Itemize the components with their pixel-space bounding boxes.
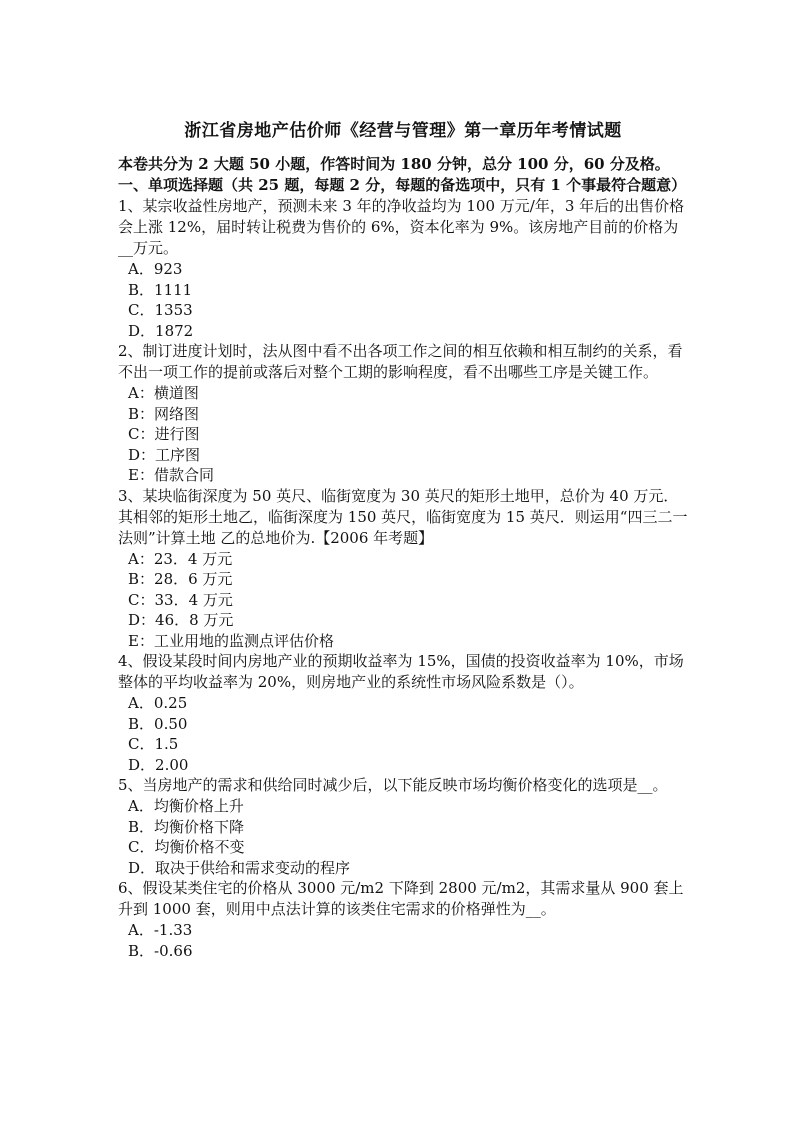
question-text: 5、当房地产的需求和供给同时减少后，以下能反映市场均衡价格变化的选项是__。: [118, 776, 668, 794]
option-item: D．取决于供给和需求变动的程序: [128, 858, 351, 877]
option-item: D．1872: [128, 321, 194, 340]
option-item: C．1353: [128, 301, 193, 319]
question-item: [118, 341, 688, 486]
question-text: 3、某块临街深度为 50 英尺、临街宽度为 30 英尺的矩形土地甲，总价为 40 万元．其相邻的矩形土地乙，临街深度为 150 英尺，临街宽度为 15 英尺．则运用“四三二一法则”计算土地 乙的总地价为.【2006 年考题】: [118, 486, 688, 547]
option-item: B：28．6 万元: [128, 570, 233, 588]
option-list: [118, 383, 688, 486]
option-item: B．均衡价格下降: [128, 817, 245, 836]
option-list: [118, 920, 688, 961]
option-item: C．1.5: [128, 735, 179, 753]
option-item: C：33．4 万元: [128, 590, 233, 609]
option-item: A．-1.33: [128, 921, 193, 939]
option-item: B．0.50: [128, 714, 188, 733]
question-text: 6、假设某类住宅的价格从 3000 元/m2 下降到 2800 元/m2，其需求量从 900 套上升到 1000 套，则用中点法计算的该类住宅需求的价格弹性为__。: [118, 879, 684, 918]
option-list: [118, 693, 688, 775]
option-item: C．均衡价格不变: [128, 838, 245, 856]
option-item: E：工业用地的监测点评估价格: [128, 631, 334, 650]
option-item: A：横道图: [128, 384, 199, 402]
question-list: [118, 196, 688, 961]
option-item: A．均衡价格上升: [128, 797, 244, 815]
option-list: [118, 259, 688, 341]
option-item: C：进行图: [128, 425, 200, 443]
question-item: [118, 486, 688, 652]
section-heading: 一、单项选择题（共 25 题，每题 2 分，每题的备选项中，只有 1 个事最符合题意）: [118, 176, 687, 194]
question-item: [118, 878, 688, 961]
question-text: 4、假设某段时间内房地产业的预期收益率为 15%，国债的投资收益率为 10%，市场整体的平均收益率为 20%，则房地产业的系统性市场风险系数是（）。: [118, 652, 684, 691]
question-text: 2、制订进度计划时，法从图中看不出各项工作之间的相互依赖和相互制约的关系，看不出一项工作的提前或落后对整个工期的影响程度，看不出哪些工序是关键工作。: [118, 342, 683, 381]
question-text: 1、某宗收益性房地产，预测未来 3 年的净收益均为 100 万元/年，3 年后的出售价格会上涨 12%，届时转让税费为售价的 6%，资本化率为 9%。该房地产目前的价格为__万元。: [118, 197, 685, 257]
document-page: [118, 118, 688, 961]
option-item: D．2.00: [128, 755, 189, 774]
question-item: [118, 651, 688, 775]
option-item: A．923: [128, 260, 183, 278]
option-list: [118, 796, 688, 878]
option-item: B．1111: [128, 280, 193, 299]
option-list: [118, 549, 688, 652]
exam-intro: 本卷共分为 2 大题 50 小题，作答时间为 180 分钟，总分 100 分，60 分及格。: [118, 155, 670, 173]
question-item: [118, 196, 688, 341]
option-item: A．0.25: [128, 694, 188, 712]
option-item: D：工序图: [128, 445, 201, 464]
option-item: B．-0.66: [128, 941, 193, 960]
question-item: [118, 775, 688, 878]
option-item: D：46．8 万元: [128, 611, 234, 629]
option-item: A：23．4 万元: [128, 549, 233, 568]
document-title: 浙江省房地产估价师《经营与管理》第一章历年考情试题: [184, 121, 622, 141]
option-item: E：借款合同: [128, 466, 214, 484]
option-item: B：网络图: [128, 404, 200, 423]
